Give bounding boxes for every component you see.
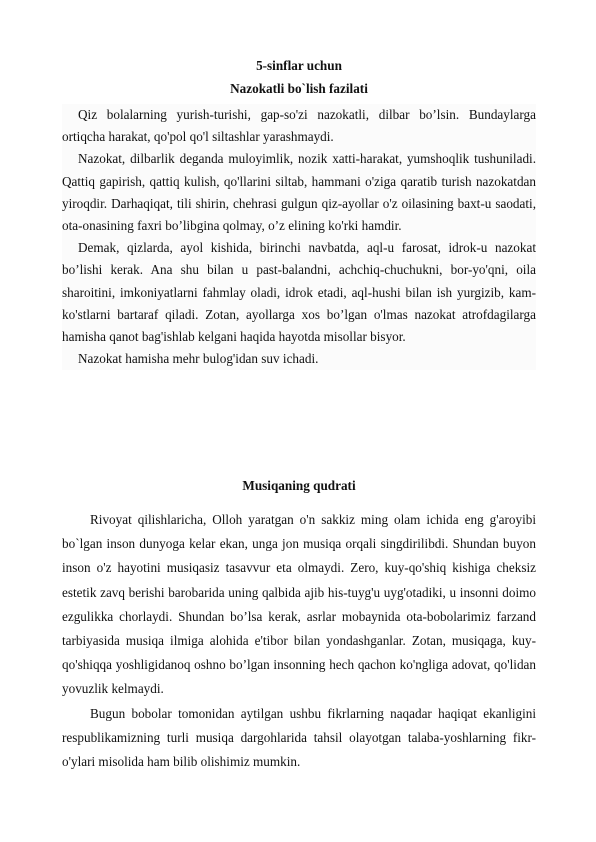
paragraph: Bugun bobolar tomonidan aytilgan ushbu fikrlarning naqadar haqiqat ekanligini respublikamizning turli musiqa dargohlarida tahsil olayotgan talaba-yoshlarning fikr-o'ylari misolida ham bilib olishimiz mumkin. bbox=[62, 705, 536, 770]
section-title-nazokat: Nazokatli bo`lish fazilati bbox=[230, 81, 368, 96]
section-title-musiqa: Musiqaning qudrati bbox=[242, 478, 356, 493]
paragraph: Demak, qizlarda, ayol kishida, birinchi navbatda, aql-u farosat, idrok-u nazokat bo’lishi kerak. Ana shu bilan u past-balandni, achchiq-chuchukni, bor-yo'qni, oila sharoitini, imkoniyatlarni fahmlay oladi, idrok etadi, aql-hushi bilan ish yurgizib, kam-ko'stlarni bartaraf qiladi. Zotan, ayollarga xos bo’lgan o'lmas nazokat atrofdagilarga hamisha qanot bag'ishlab kelgani haqida hayotda misollar bisyor. bbox=[62, 237, 536, 348]
paragraph: Qiz bolalarning yurish-turishi, gap-so'zi nazokatli, dilbar bo’lsin. Bundaylarga ortiqcha harakat, qo'pol qo'l siltashlar yarashmaydi. bbox=[62, 104, 536, 148]
section-body-musiqa bbox=[62, 508, 536, 774]
paragraph: Nazokat, dilbarlik deganda muloyimlik, nozik xatti-harakat, yumshoqlik tushuniladi. Qattiq gapirish, qattiq kulish, qo'llarini siltab, hammani o'ziga qaratib turish nazokatdan yiroqdir. Darhaqiqat, tili shirin, chehrasi gulgun qiz-ayollar o'z oilasining baxt-u saodati, ota-onasining faxri bo’libgina qolmay, o’z elining ko'rki hamdir. bbox=[62, 148, 536, 237]
section-body-nazokat bbox=[62, 104, 536, 370]
grade-heading: 5-sinflar uchun bbox=[256, 58, 342, 73]
paragraph: Nazokat hamisha mehr bulog'idan suv ichadi. bbox=[62, 348, 536, 370]
paragraph: Rivoyat qilishlaricha, Olloh yaratgan o'n sakkiz ming olam ichida eng g'aroyibi bo`lgan inson dunyoga kelar ekan, unga jon musiqa orqali singdirilibdi. Shundan buyon inson o'z hayotini musiqasiz tasavvur eta olmaydi. Zero, kuy-qo'shiq kishiga cheksiz estetik zavq berishi barobarida uning qalbida ajib his-tuyg'u uyg'otadiki, u insonni doimo ezgulikka chorlaydi. Shundan bo’lsa kerak, asrlar mobaynida ota-bobolarimiz farzand tarbiyasida musiqa ilmiga alohida e'tibor bilan yondashganlar. Zotan, musiqaga, kuy-qo'shiqqa yoshligidanoq oshno bo’lgan insonning hech qachon ko'ngliga adovat, qo'lidan yovuzlik kelmaydi. bbox=[62, 512, 536, 697]
